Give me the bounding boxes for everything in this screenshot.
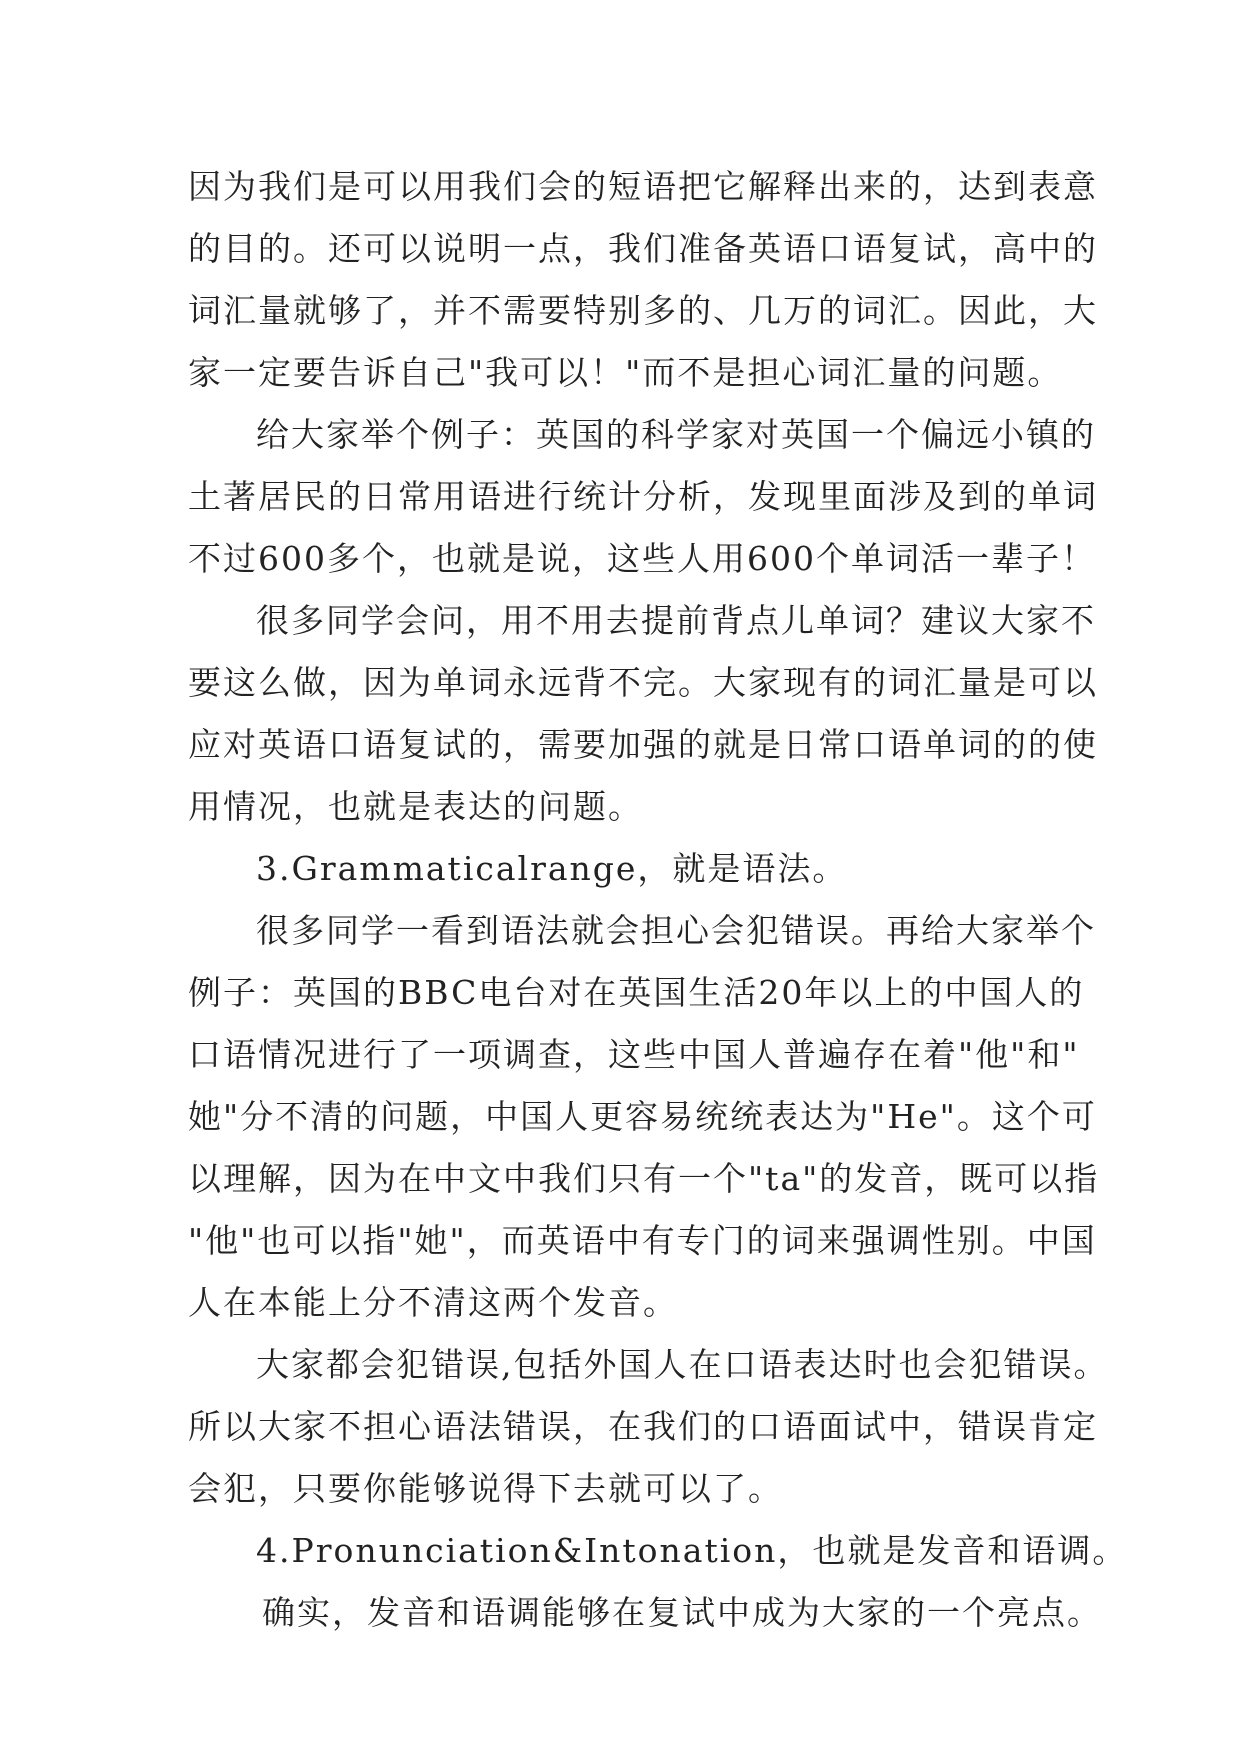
text-line: 因为我们是可以用我们会的短语把它解释出来的，达到表意 <box>188 167 1098 206</box>
document-page <box>188 156 1128 1644</box>
text-line: 用情况，也就是表达的问题。 <box>188 787 643 826</box>
text-line: 会犯，只要你能够说得下去就可以了。 <box>188 1469 783 1508</box>
text-line: 确实，发音和语调能够在复试中成为大家的一个亮点。 <box>262 1593 1102 1632</box>
text-line: 口语情况进行了一项调查，这些中国人普遍存在着"他"和" <box>188 1035 1080 1074</box>
text-line: 的目的。还可以说明一点，我们准备英语口语复试，高中的 <box>188 229 1098 268</box>
text-line: 不过600多个，也就是说，这些人用600个单词活一辈子！ <box>188 539 1096 578</box>
text-line: 所以大家不担心语法错误，在我们的口语面试中，错误肯定 <box>188 1407 1098 1446</box>
text-line: 大家都会犯错误,包括外国人在口语表达时也会犯错误。 <box>256 1345 1109 1384</box>
text-line: 给大家举个例子：英国的科学家对英国一个偏远小镇的 <box>256 415 1096 454</box>
section-heading: 4.Pronunciation&Intonation，也就是发音和语调。 <box>256 1531 1128 1570</box>
text-line: 要这么做，因为单词永远背不完。大家现有的词汇量是可以 <box>188 663 1098 702</box>
text-line: 很多同学一看到语法就会担心会犯错误。再给大家举个 <box>256 911 1096 950</box>
text-line: 词汇量就够了，并不需要特别多的、几万的词汇。因此，大 <box>188 291 1098 330</box>
text-line: 土著居民的日常用语进行统计分析，发现里面涉及到的单词 <box>188 477 1098 516</box>
text-line: 她"分不清的问题，中国人更容易统统表达为"He"。这个可 <box>188 1097 1097 1136</box>
text-line: 人在本能上分不清这两个发音。 <box>188 1283 678 1322</box>
text-line: "他"也可以指"她"，而英语中有专门的词来强调性别。中国 <box>188 1221 1097 1260</box>
text-line: 以理解，因为在中文中我们只有一个"ta"的发音，既可以指 <box>188 1159 1100 1198</box>
text-line: 很多同学会问，用不用去提前背点儿单词？建议大家不 <box>256 601 1096 640</box>
text-line: 应对英语口语复试的，需要加强的就是日常口语单词的的使 <box>188 725 1098 764</box>
text-line: 例子：英国的BBC电台对在英国生活20年以上的中国人的 <box>188 973 1085 1012</box>
section-heading: 3.Grammaticalrange，就是语法。 <box>256 849 848 888</box>
text-line: 家一定要告诉自己"我可以！"而不是担心词汇量的问题。 <box>188 353 1063 392</box>
